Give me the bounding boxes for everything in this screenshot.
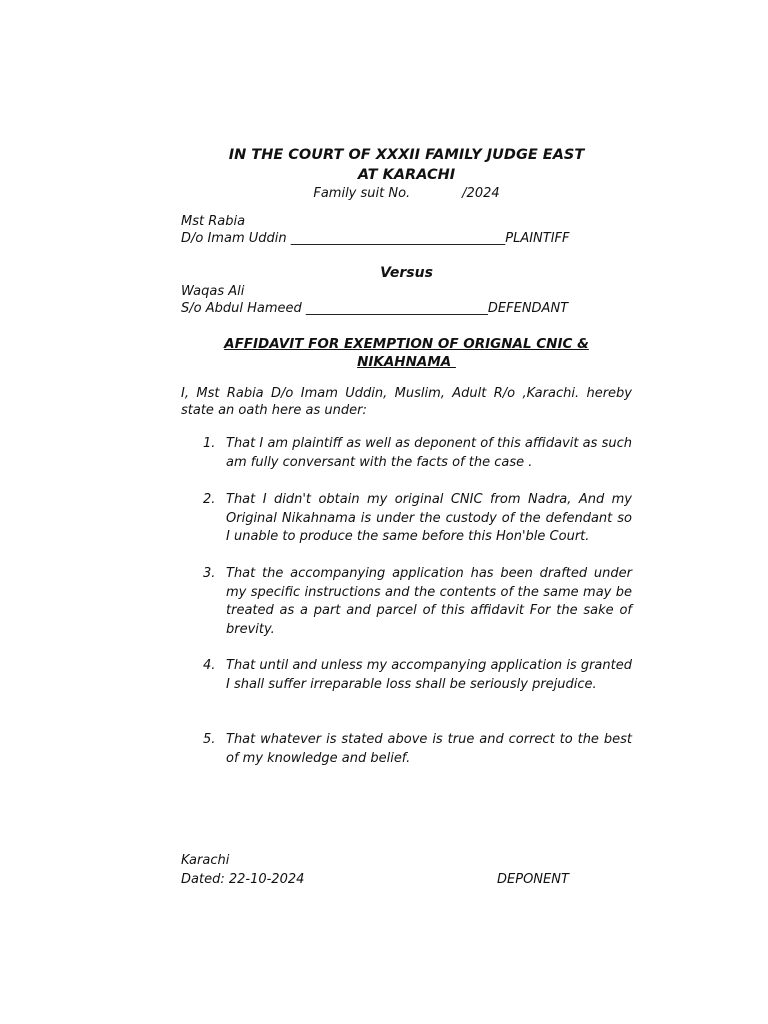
affidavit-title-line1: AFFIDAVIT FOR EXEMPTION OF ORIGNAL CNIC &	[224, 336, 589, 352]
plaintiff-parentage: D/o Imam Uddin	[181, 231, 287, 246]
item-text: That whatever is stated above is true and correct to the best of my knowledge and belief.	[226, 732, 632, 766]
defendant-blank: ____________________________	[305, 301, 488, 316]
item-text: That I didn't obtain my original CNIC from Nadra, And my Original Nikahnama is under the custody of the defendant so I unable to produce the same before this Hon'ble Court.	[226, 492, 632, 545]
affidavit-title-line2: NIKAHNAMA	[357, 354, 456, 370]
footer-signatory: DEPONENT	[497, 872, 569, 887]
defendant-line	[181, 300, 568, 317]
footer-place: Karachi	[181, 853, 230, 868]
affidavit-intro: I, Mst Rabia D/o Imam Uddin, Muslim, Adult R/o ,Karachi. hereby state an oath here as under:	[181, 386, 632, 418]
defendant-name: Waqas Ali	[181, 284, 245, 299]
plaintiff-line	[181, 230, 570, 247]
item-number: 2.	[203, 492, 216, 507]
item-number: 5.	[203, 732, 216, 747]
versus-label: Versus	[380, 265, 433, 281]
court-title-line2: AT KARACHI	[357, 167, 456, 183]
item-number: 4.	[203, 658, 216, 673]
suit-year: /2024	[462, 186, 500, 201]
item-number: 1.	[203, 436, 216, 451]
plaintiff-name: Mst Rabia	[181, 214, 246, 229]
suit-number	[181, 185, 632, 202]
court-title-line1: IN THE COURT OF XXXII FAMILY JUDGE EAST	[228, 147, 585, 163]
item-number: 3.	[203, 566, 216, 581]
item-text: That the accompanying application has been drafted under my specific instructions and the contents of the same may be treated as a part and parcel of this affidavit For the sake of brevity.	[226, 566, 632, 638]
suit-label: Family suit No.	[313, 186, 411, 201]
defendant-role: DEFENDANT	[487, 301, 569, 316]
item-text: That I am plaintiff as well as deponent of this affidavit as such am fully conversant with the facts of the case .	[226, 436, 632, 470]
item-text: That until and unless my accompanying application is granted I shall suffer irreparable loss shall be seriously prejudice.	[226, 658, 632, 692]
footer-dated: Dated: 22-10-2024	[181, 872, 305, 887]
plaintiff-role: PLAINTIFF	[505, 231, 570, 246]
plaintiff-blank: _________________________________	[290, 231, 506, 246]
defendant-parentage: S/o Abdul Hameed	[181, 301, 302, 316]
